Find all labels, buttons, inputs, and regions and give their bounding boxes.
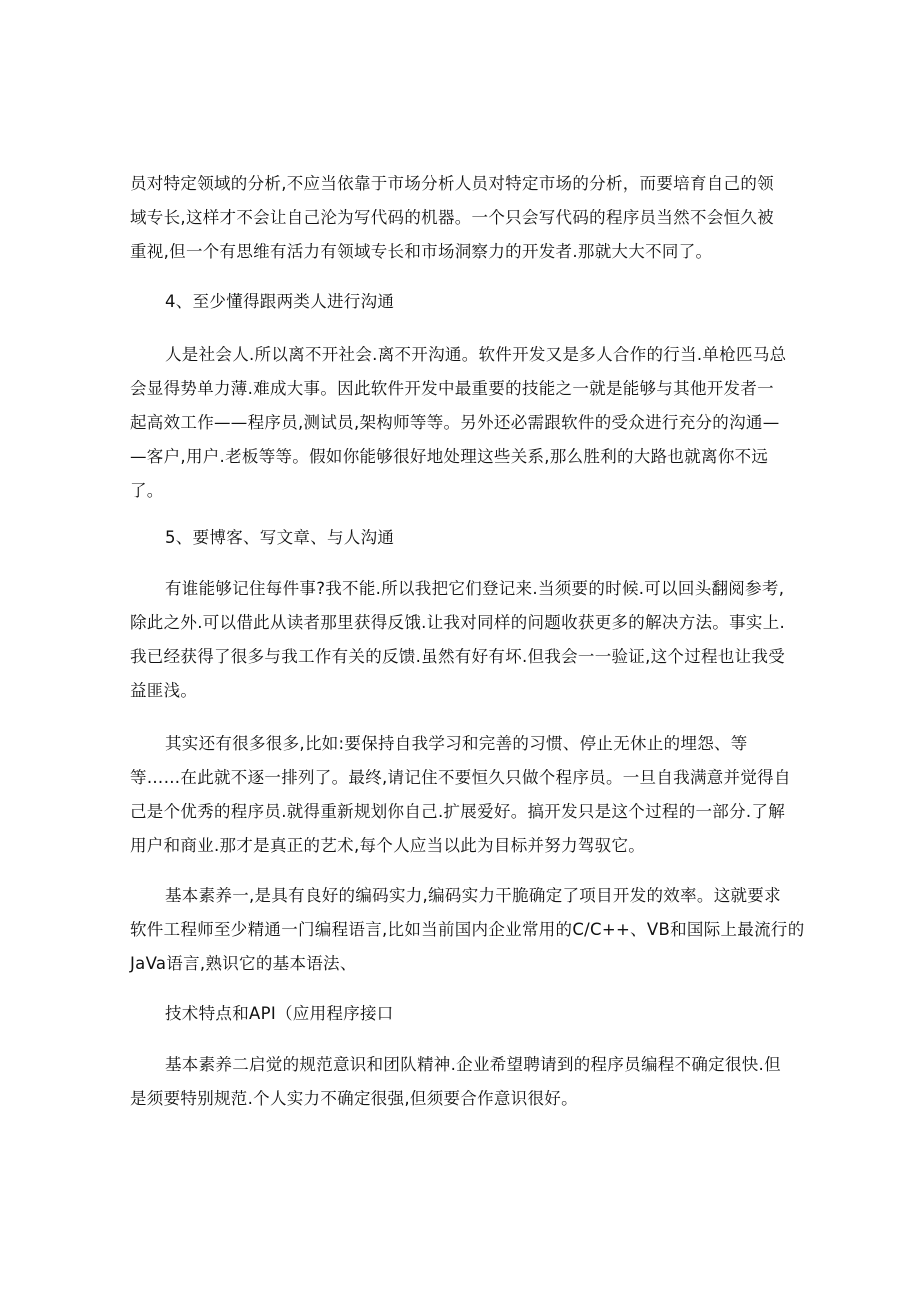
section-heading-5: 5、要博客、写文章、与人沟通 [165, 528, 395, 547]
text-line: 人是社会人.所以离不开社会.离不开沟通。软件开发又是多人合作的行当.单枪匹马总 [165, 345, 787, 364]
text-line: 会显得势单力薄.难成大事。因此软件开发中最重要的技能之一就是能够与其他开发者一 [130, 379, 774, 398]
text-line: —客户,用户.老板等等。假如你能够很好地处理这些关系,那么胜利的大路也就离你不远 [130, 447, 769, 466]
text-line: 重视,但一个有思维有活力有领域专长和市场洞察力的开发者.那就大大不同了。 [130, 242, 713, 261]
text-line: 员对特定领域的分析,不应当依靠于市场分析人员对特定市场的分析，而要培育自己的领 [130, 174, 774, 193]
text-line: JaVa语言,熟识它的基本语法、 [130, 954, 357, 973]
text-line: 其实还有很多很多,比如:要保持自我学习和完善的习惯、停止无休止的埋怨、等 [165, 734, 748, 753]
text-line: 用户和商业.那才是真正的艺术,每个人应当以此为目标并努力驾驭它。 [130, 836, 646, 855]
text-line: 我已经获得了很多与我工作有关的反馈.虽然有好有坏.但我会一一验证,这个过程也让我受 [130, 647, 786, 666]
text-line: 有谁能够记住每件事?我不能.所以我把它们登记来.当须要的时候.可以回头翻阅参考, [165, 579, 785, 598]
text-line: 软件工程师至少精通一门编程语言,比如当前国内企业常用的C/C++、VB和国际上最流行的 [130, 920, 805, 939]
text-line: 起高效工作——程序员,测试员,架构师等等。另外还必需跟软件的受众进行充分的沟通— [130, 413, 780, 432]
text-line: 域专长,这样才不会让自己沦为写代码的机器。一个只会写代码的程序员当然不会恒久被 [130, 208, 774, 227]
text-line: 是须要特别规范.个人实力不确定很强,但须要合作意识很好。 [130, 1089, 578, 1108]
text-line: 技术特点和API（应用程序接口 [165, 1004, 394, 1023]
text-line: 除此之外.可以借此从读者那里获得反饿.让我对同样的问题收获更多的解决方法。事实上. [130, 613, 786, 632]
text-line: 基本素养二启觉的规范意识和团队精神.企业希望聘请到的程序员编程不确定很快.但 [165, 1055, 781, 1074]
text-line: 己是个优秀的程序员.就得重新规划你自己.扩展爱好。搞开发只是这个过程的一部分.了解 [130, 802, 786, 821]
text-line: 基本素养一,是具有良好的编码实力,编码实力干脆确定了项目开发的效率。这就要求 [165, 886, 781, 905]
text-line: 了。 [130, 481, 164, 500]
text-line: 益匪浅。 [130, 681, 198, 700]
text-line: 等……在此就不逐一排列了。最终,请记住不要恒久只做个程序员。一旦自我满意并觉得自 [130, 768, 791, 787]
section-heading-4: 4、至少懂得跟两类人进行沟通 [165, 292, 395, 311]
